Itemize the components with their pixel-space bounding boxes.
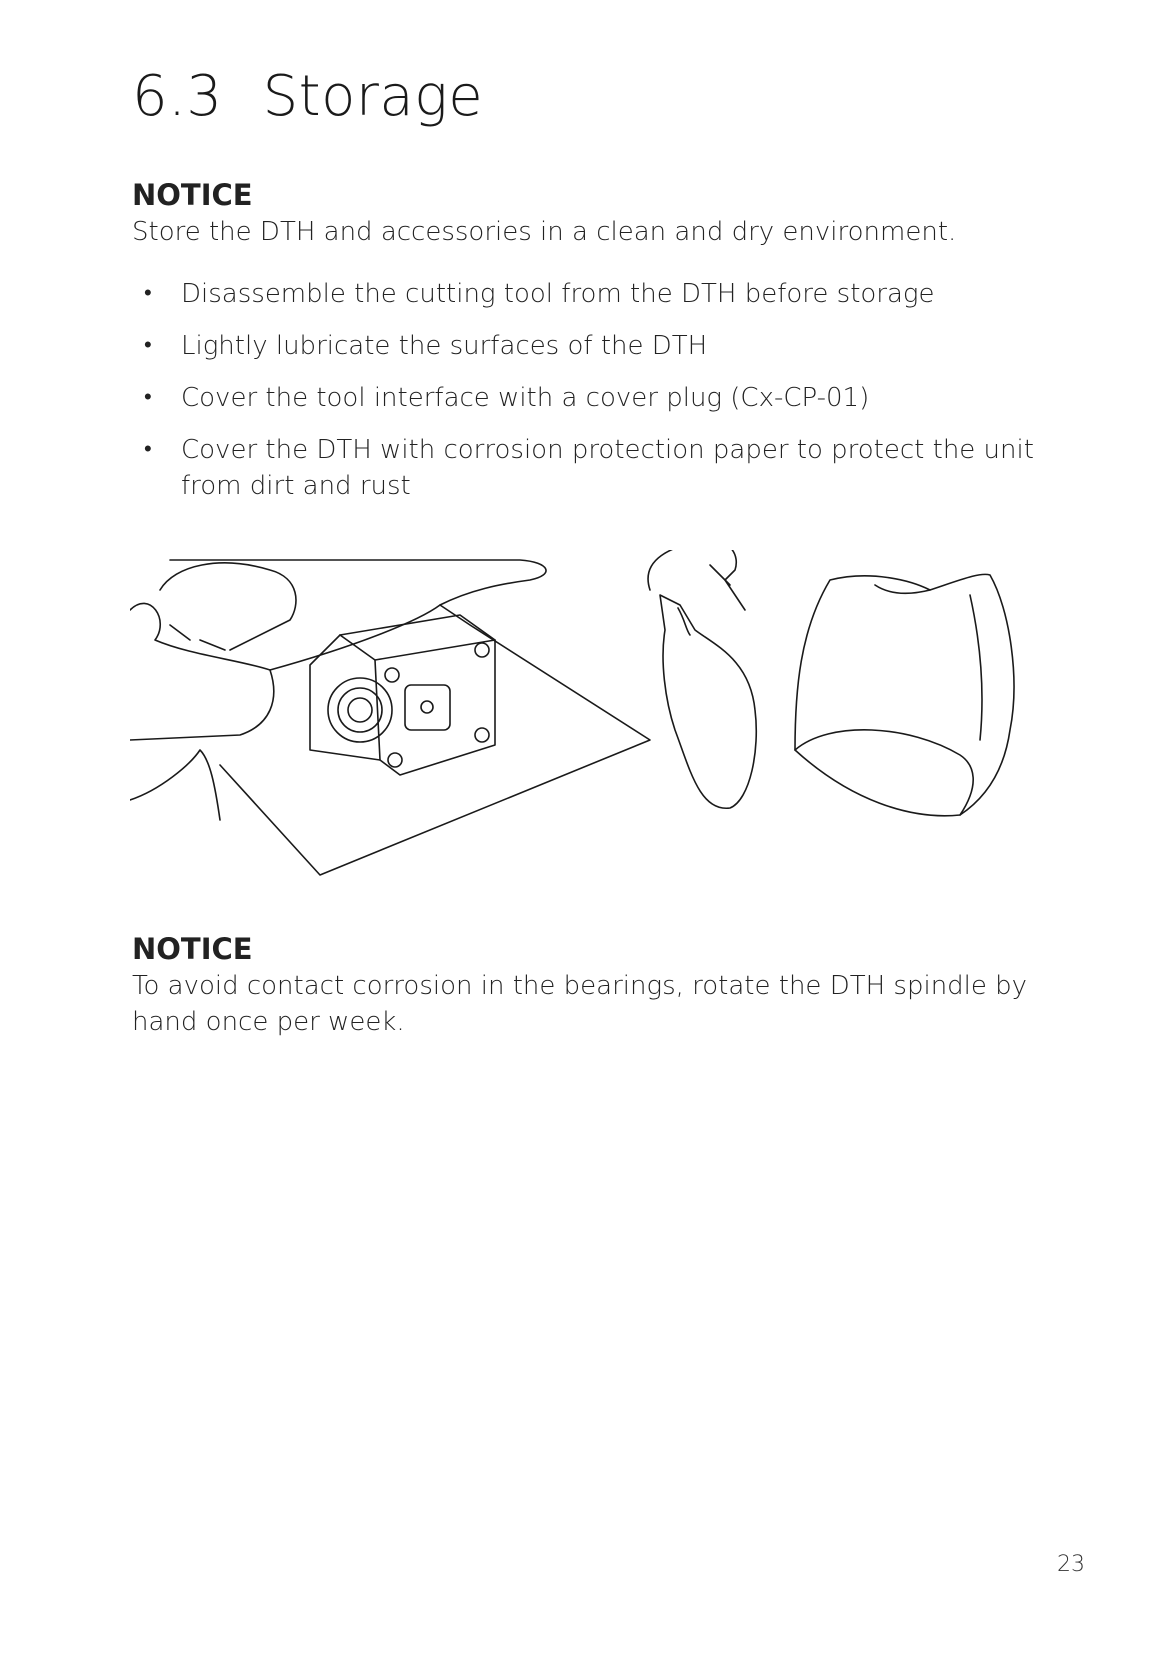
list-item: • Disassemble the cutting tool from the DTH before storage: [132, 276, 1082, 312]
hand-spray-bottle-icon: [130, 560, 650, 875]
spray-bottle-icon: [648, 550, 756, 808]
notice-heading: NOTICE: [132, 178, 253, 212]
list-item: • Cover the DTH with corrosion protection paper to protect the unit from dirt and rust: [132, 432, 1082, 504]
page-number: 23: [1057, 1552, 1085, 1577]
bullet-icon: •: [144, 333, 152, 358]
section-number: 6.3: [132, 64, 223, 129]
notice-heading: NOTICE: [132, 932, 253, 966]
list-item: • Lightly lubricate the surfaces of the DTH: [132, 328, 1082, 364]
section-name: Storage: [262, 64, 484, 129]
notice-intro-text: Store the DTH and accessories in a clean and dry environment.: [132, 217, 957, 247]
section-title: [132, 64, 483, 129]
bullet-icon: •: [144, 281, 152, 306]
dth-unit-on-paper-icon: [310, 615, 495, 775]
bullet-icon: •: [144, 385, 152, 410]
bullet-icon: •: [144, 437, 152, 462]
list-item: • Cover the tool interface with a cover plug (Cx-CP-01): [132, 380, 1082, 416]
storage-steps-list: [132, 276, 1082, 520]
storage-illustration: [130, 550, 1080, 890]
protection-cover-icon: [795, 574, 1014, 815]
notice-text: To avoid contact corrosion in the bearings, rotate the DTH spindle by hand once per week.: [132, 971, 1028, 1037]
